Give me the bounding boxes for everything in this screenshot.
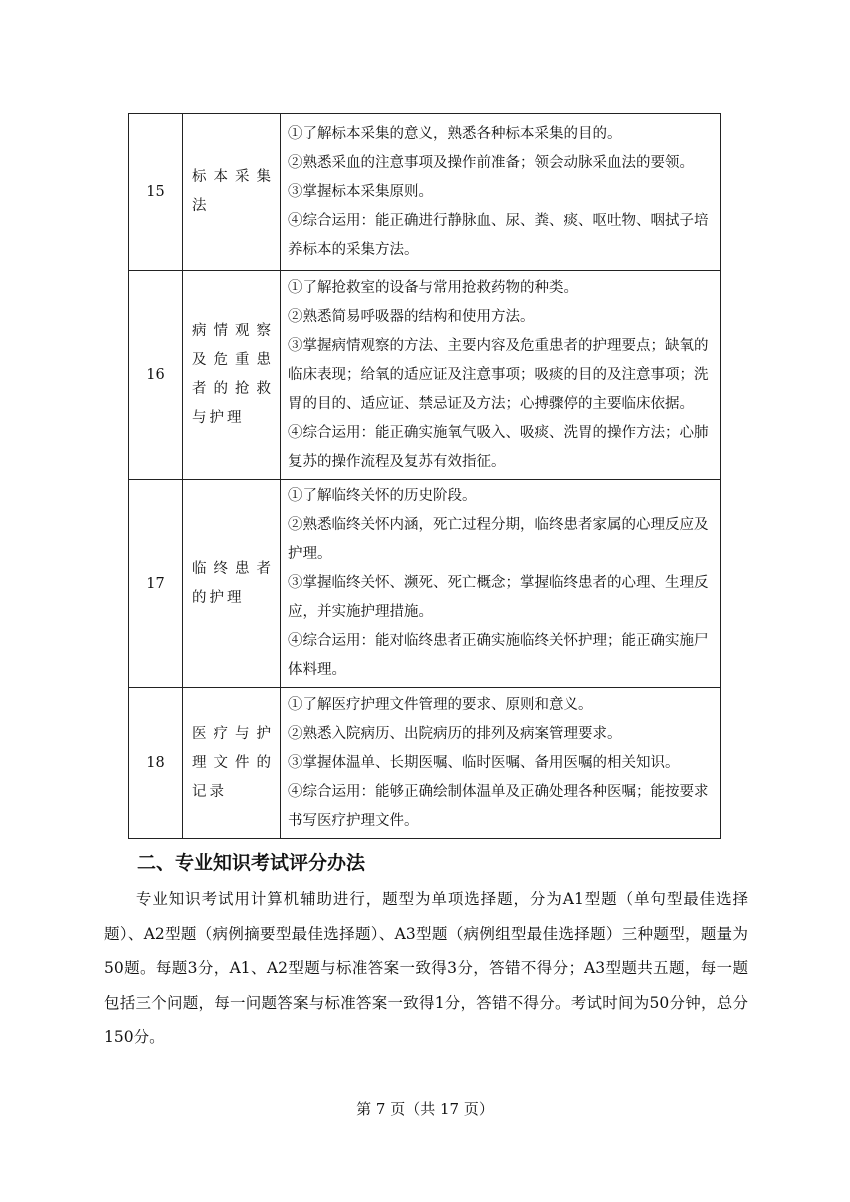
row-topic xyxy=(183,114,281,271)
requirement-item: ①了解标本采集的意义，熟悉各种标本采集的目的。 xyxy=(288,125,622,142)
row-requirements xyxy=(281,114,721,271)
row-number: 18 xyxy=(129,688,183,839)
requirement-item: ④综合运用：能对临终患者正确实施临终关怀护理；能正确实施尸体料理。 xyxy=(288,633,709,678)
requirement-item: ②熟悉临终关怀内涵，死亡过程分期，临终患者家属的心理反应及护理。 xyxy=(288,517,709,562)
requirement-item: ①了解抢救室的设备与常用抢救药物的种类。 xyxy=(288,279,578,296)
row-topic-text: 临终患者的护理 xyxy=(192,560,274,606)
requirement-item: ④综合运用：能够正确绘制体温单及正确处理各种医嘱；能按要求书写医疗护理文件。 xyxy=(288,783,709,829)
requirement-item: ①了解医疗护理文件管理的要求、原则和意义。 xyxy=(288,696,593,713)
row-requirements xyxy=(281,271,721,480)
requirement-item: ②熟悉简易呼吸器的结构和使用方法。 xyxy=(288,308,535,325)
row-topic-text: 病情观察及危重患者的抢救与护理 xyxy=(192,323,274,426)
row-topic xyxy=(183,271,281,480)
table-row xyxy=(129,114,721,271)
table-row xyxy=(129,480,721,688)
requirement-item: ③掌握标本采集原则。 xyxy=(288,183,433,200)
requirement-item: ③掌握体温单、长期医嘱、临时医嘱、备用医嘱的相关知识。 xyxy=(288,754,680,771)
page-number: 第 7 页（共 17 页） xyxy=(356,1100,494,1118)
row-number: 17 xyxy=(129,480,183,688)
requirement-item: ②熟悉采血的注意事项及操作前准备；领会动脉采血法的要领。 xyxy=(288,154,694,171)
row-number: 15 xyxy=(129,114,183,271)
requirement-item: ①了解临终关怀的历史阶段。 xyxy=(288,488,477,504)
row-number: 16 xyxy=(129,271,183,480)
section-heading: 二、专业知识考试评分办法 xyxy=(137,852,366,874)
requirement-item: ③掌握临终关怀、濒死、死亡概念；掌握临终患者的心理、生理反应，并实施护理措施。 xyxy=(288,575,709,620)
scoring-paragraph xyxy=(104,882,748,1055)
row-topic xyxy=(183,480,281,688)
requirement-item: ②熟悉入院病历、出院病历的排列及病案管理要求。 xyxy=(288,725,622,742)
table-row xyxy=(129,271,721,480)
scoring-paragraph-text: 专业知识考试用计算机辅助进行，题型为单项选择题，分为A1型题（单句型最佳选择题）、A2型题（病例摘要型最佳选择题）、A3型题（病例组型最佳选择题）三种题型，题量为50题。每题3分，A1、A2型题与标准答案一致得3分，答错不得分；A3型题共五题，每一题包括三个问题，每一问题答案与标准答案一致得1分，答错不得分。考试时间为50分钟，总分150分。 xyxy=(104,890,748,1046)
requirement-item: ④综合运用：能正确实施氧气吸入、吸痰、洗胃的操作方法；心肺复苏的操作流程及复苏有效指征。 xyxy=(288,424,709,470)
requirement-item: ③掌握病情观察的方法、主要内容及危重患者的护理要点；缺氧的临床表现；给氧的适应证及注意事项；吸痰的目的及注意事项；洗胃的目的、适应证、禁忌证及方法；心搏骤停的主要临床依据。 xyxy=(288,337,709,412)
table-row xyxy=(129,688,721,839)
row-topic-text: 标本采集法 xyxy=(192,169,274,214)
row-requirements xyxy=(281,480,721,688)
requirement-item: ④综合运用：能正确进行静脉血、尿、粪、痰、呕吐物、咽拭子培养标本的采集方法。 xyxy=(288,212,709,258)
row-requirements xyxy=(281,688,721,839)
syllabus-table xyxy=(128,113,721,839)
row-topic xyxy=(183,688,281,839)
row-topic-text: 医疗与护理文件的记录 xyxy=(192,725,274,800)
